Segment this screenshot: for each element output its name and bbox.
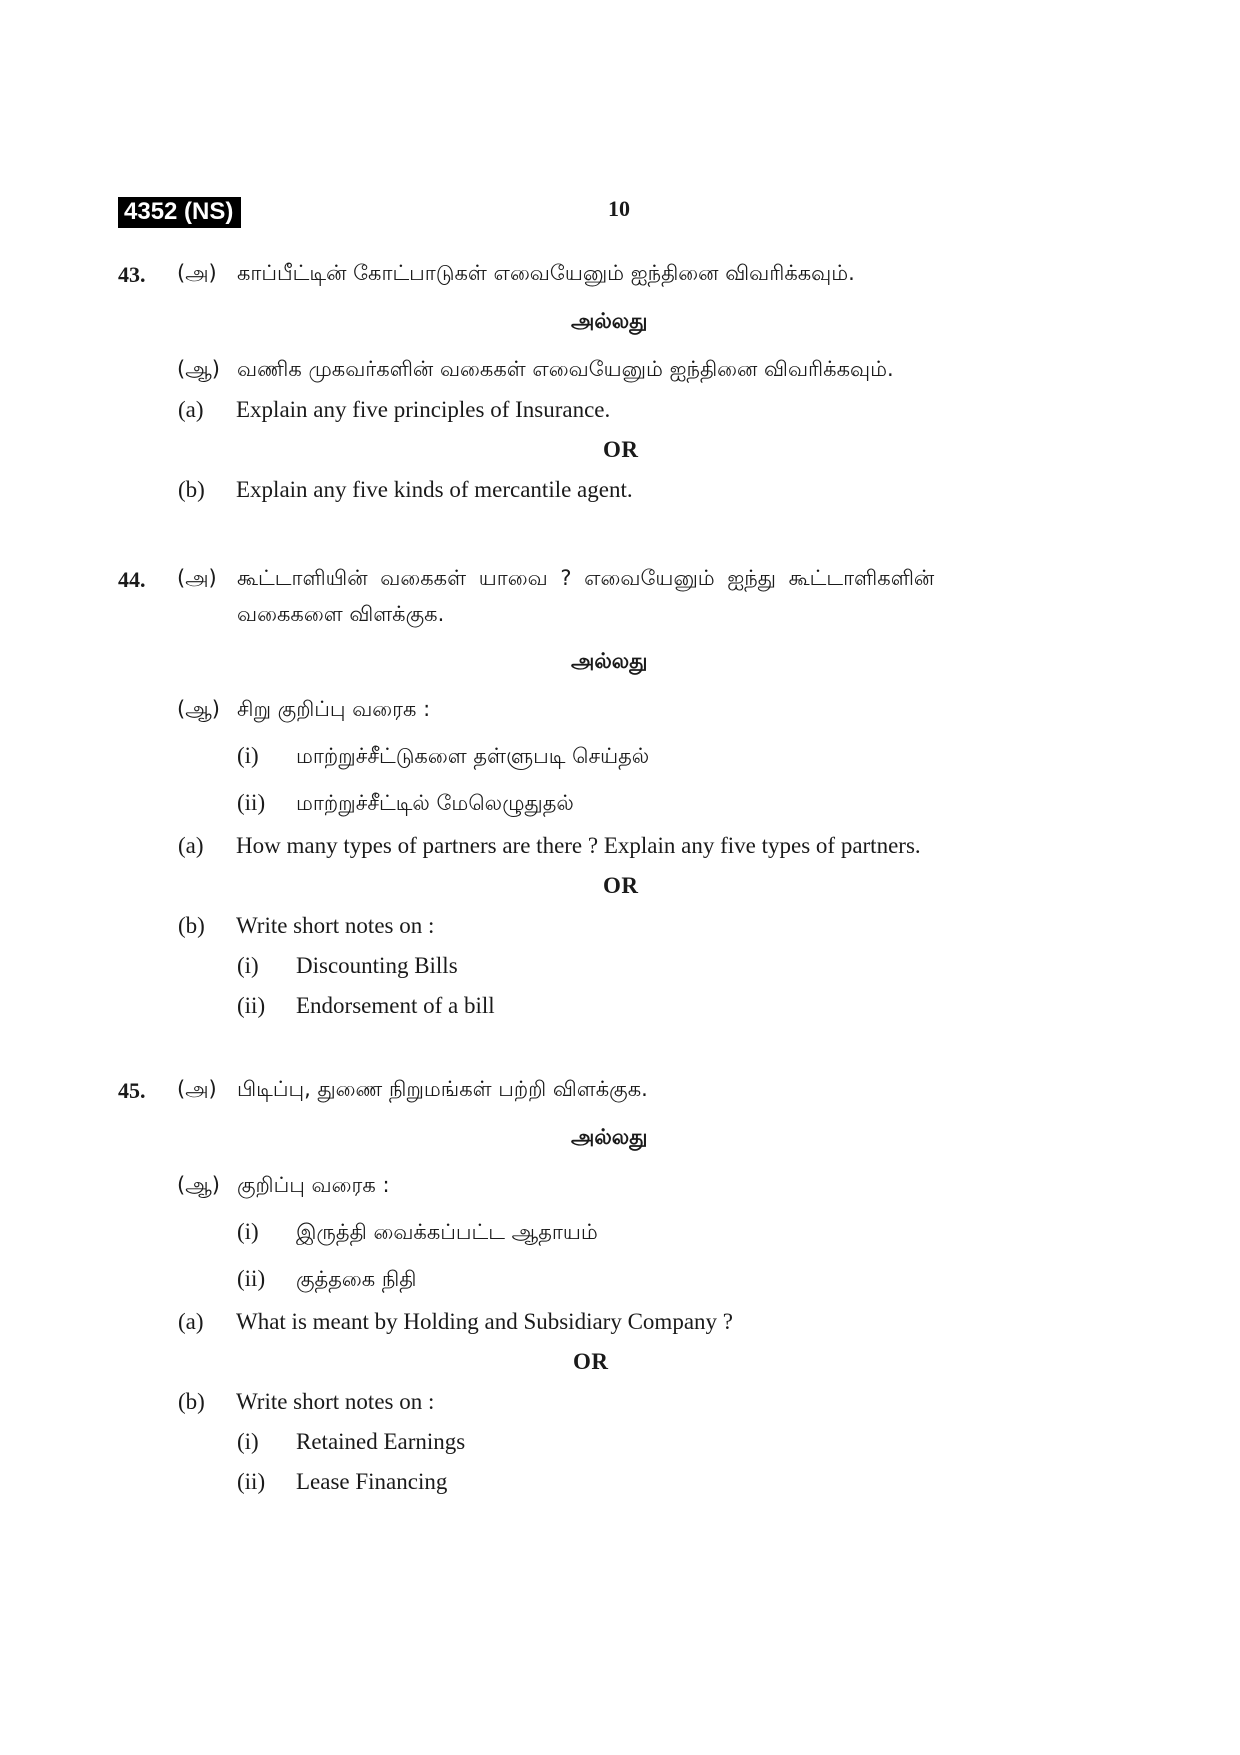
sub-item-text: மாற்றுச்சீட்டுகளை தள்ளுபடி செய்தல்	[296, 744, 650, 768]
sub-item-marker: (ii)	[237, 790, 266, 815]
tamil-or-separator: அல்லது	[571, 649, 648, 673]
tamil-question-text: கூட்டாளியின் வகைகள் யாவை ? எவையேனும் ஐந்து கூட்டாளிகளின்	[237, 566, 935, 590]
sub-item-marker: (ii)	[237, 1469, 266, 1494]
tamil-question-text: வகைகளை விளக்குக.	[237, 602, 445, 626]
english-option-marker: (b)	[178, 913, 205, 938]
english-question-text: Write short notes on :	[236, 913, 435, 938]
sub-item-marker: (i)	[237, 1429, 259, 1454]
tamil-question-text: சிறு குறிப்பு வரைக :	[237, 697, 431, 721]
tamil-question-text: குறிப்பு வரைக :	[237, 1173, 390, 1197]
sub-item-text: Discounting Bills	[296, 953, 458, 978]
question-number: 43.	[118, 262, 146, 287]
sub-item-text: Retained Earnings	[296, 1429, 466, 1454]
english-or-separator: OR	[603, 873, 639, 898]
english-or-separator: OR	[603, 437, 639, 462]
tamil-option-marker: (அ)	[177, 566, 217, 590]
sub-item-marker: (i)	[237, 743, 259, 768]
question-number: 44.	[118, 567, 146, 592]
sub-item-marker: (i)	[237, 1219, 259, 1244]
english-option-marker: (a)	[178, 1309, 204, 1334]
sub-item-marker: (ii)	[237, 993, 266, 1018]
tamil-option-marker: (அ)	[177, 261, 217, 285]
tamil-question-text: பிடிப்பு, துணை நிறுமங்கள் பற்றி விளக்குக.	[237, 1077, 648, 1101]
tamil-or-separator: அல்லது	[571, 1125, 648, 1149]
english-option-marker: (a)	[178, 833, 204, 858]
sub-item-text: இருத்தி வைக்கப்பட்ட ஆதாயம்	[296, 1220, 598, 1244]
tamil-option-marker: (ஆ)	[177, 357, 220, 381]
tamil-or-separator: அல்லது	[571, 309, 648, 333]
english-question-text: Write short notes on :	[236, 1389, 435, 1414]
english-option-marker: (b)	[178, 477, 205, 502]
sub-item-text: Lease Financing	[296, 1469, 448, 1494]
tamil-option-marker: (அ)	[177, 1077, 217, 1101]
tamil-question-text: வணிக முகவர்களின் வகைகள் எவையேனும் ஐந்தினை விவரிக்கவும்.	[237, 357, 894, 381]
sub-item-text: Endorsement of a bill	[296, 993, 495, 1018]
english-option-marker: (b)	[178, 1389, 205, 1414]
sub-item-marker: (ii)	[237, 1266, 266, 1291]
english-question-text: How many types of partners are there ? Explain any five types of partners.	[236, 833, 921, 858]
sub-item-text: குத்தகை நிதி	[296, 1267, 417, 1291]
question-number: 45.	[118, 1078, 146, 1103]
english-question-text: What is meant by Holding and Subsidiary Company ?	[236, 1309, 733, 1334]
english-question-text: Explain any five kinds of mercantile agent.	[236, 477, 633, 502]
english-question-text: Explain any five principles of Insurance.	[236, 397, 611, 422]
tamil-option-marker: (ஆ)	[177, 697, 220, 721]
tamil-option-marker: (ஆ)	[177, 1173, 220, 1197]
english-or-separator: OR	[573, 1349, 609, 1374]
paper-code-badge: 4352 (NS)	[118, 197, 241, 228]
page-number: 10	[608, 196, 630, 221]
english-option-marker: (a)	[178, 397, 204, 422]
sub-item-marker: (i)	[237, 953, 259, 978]
sub-item-text: மாற்றுச்சீட்டில் மேலெழுதுதல்	[296, 791, 574, 815]
tamil-question-text: காப்பீட்டின் கோட்பாடுகள் எவையேனும் ஐந்தினை விவரிக்கவும்.	[237, 261, 855, 285]
